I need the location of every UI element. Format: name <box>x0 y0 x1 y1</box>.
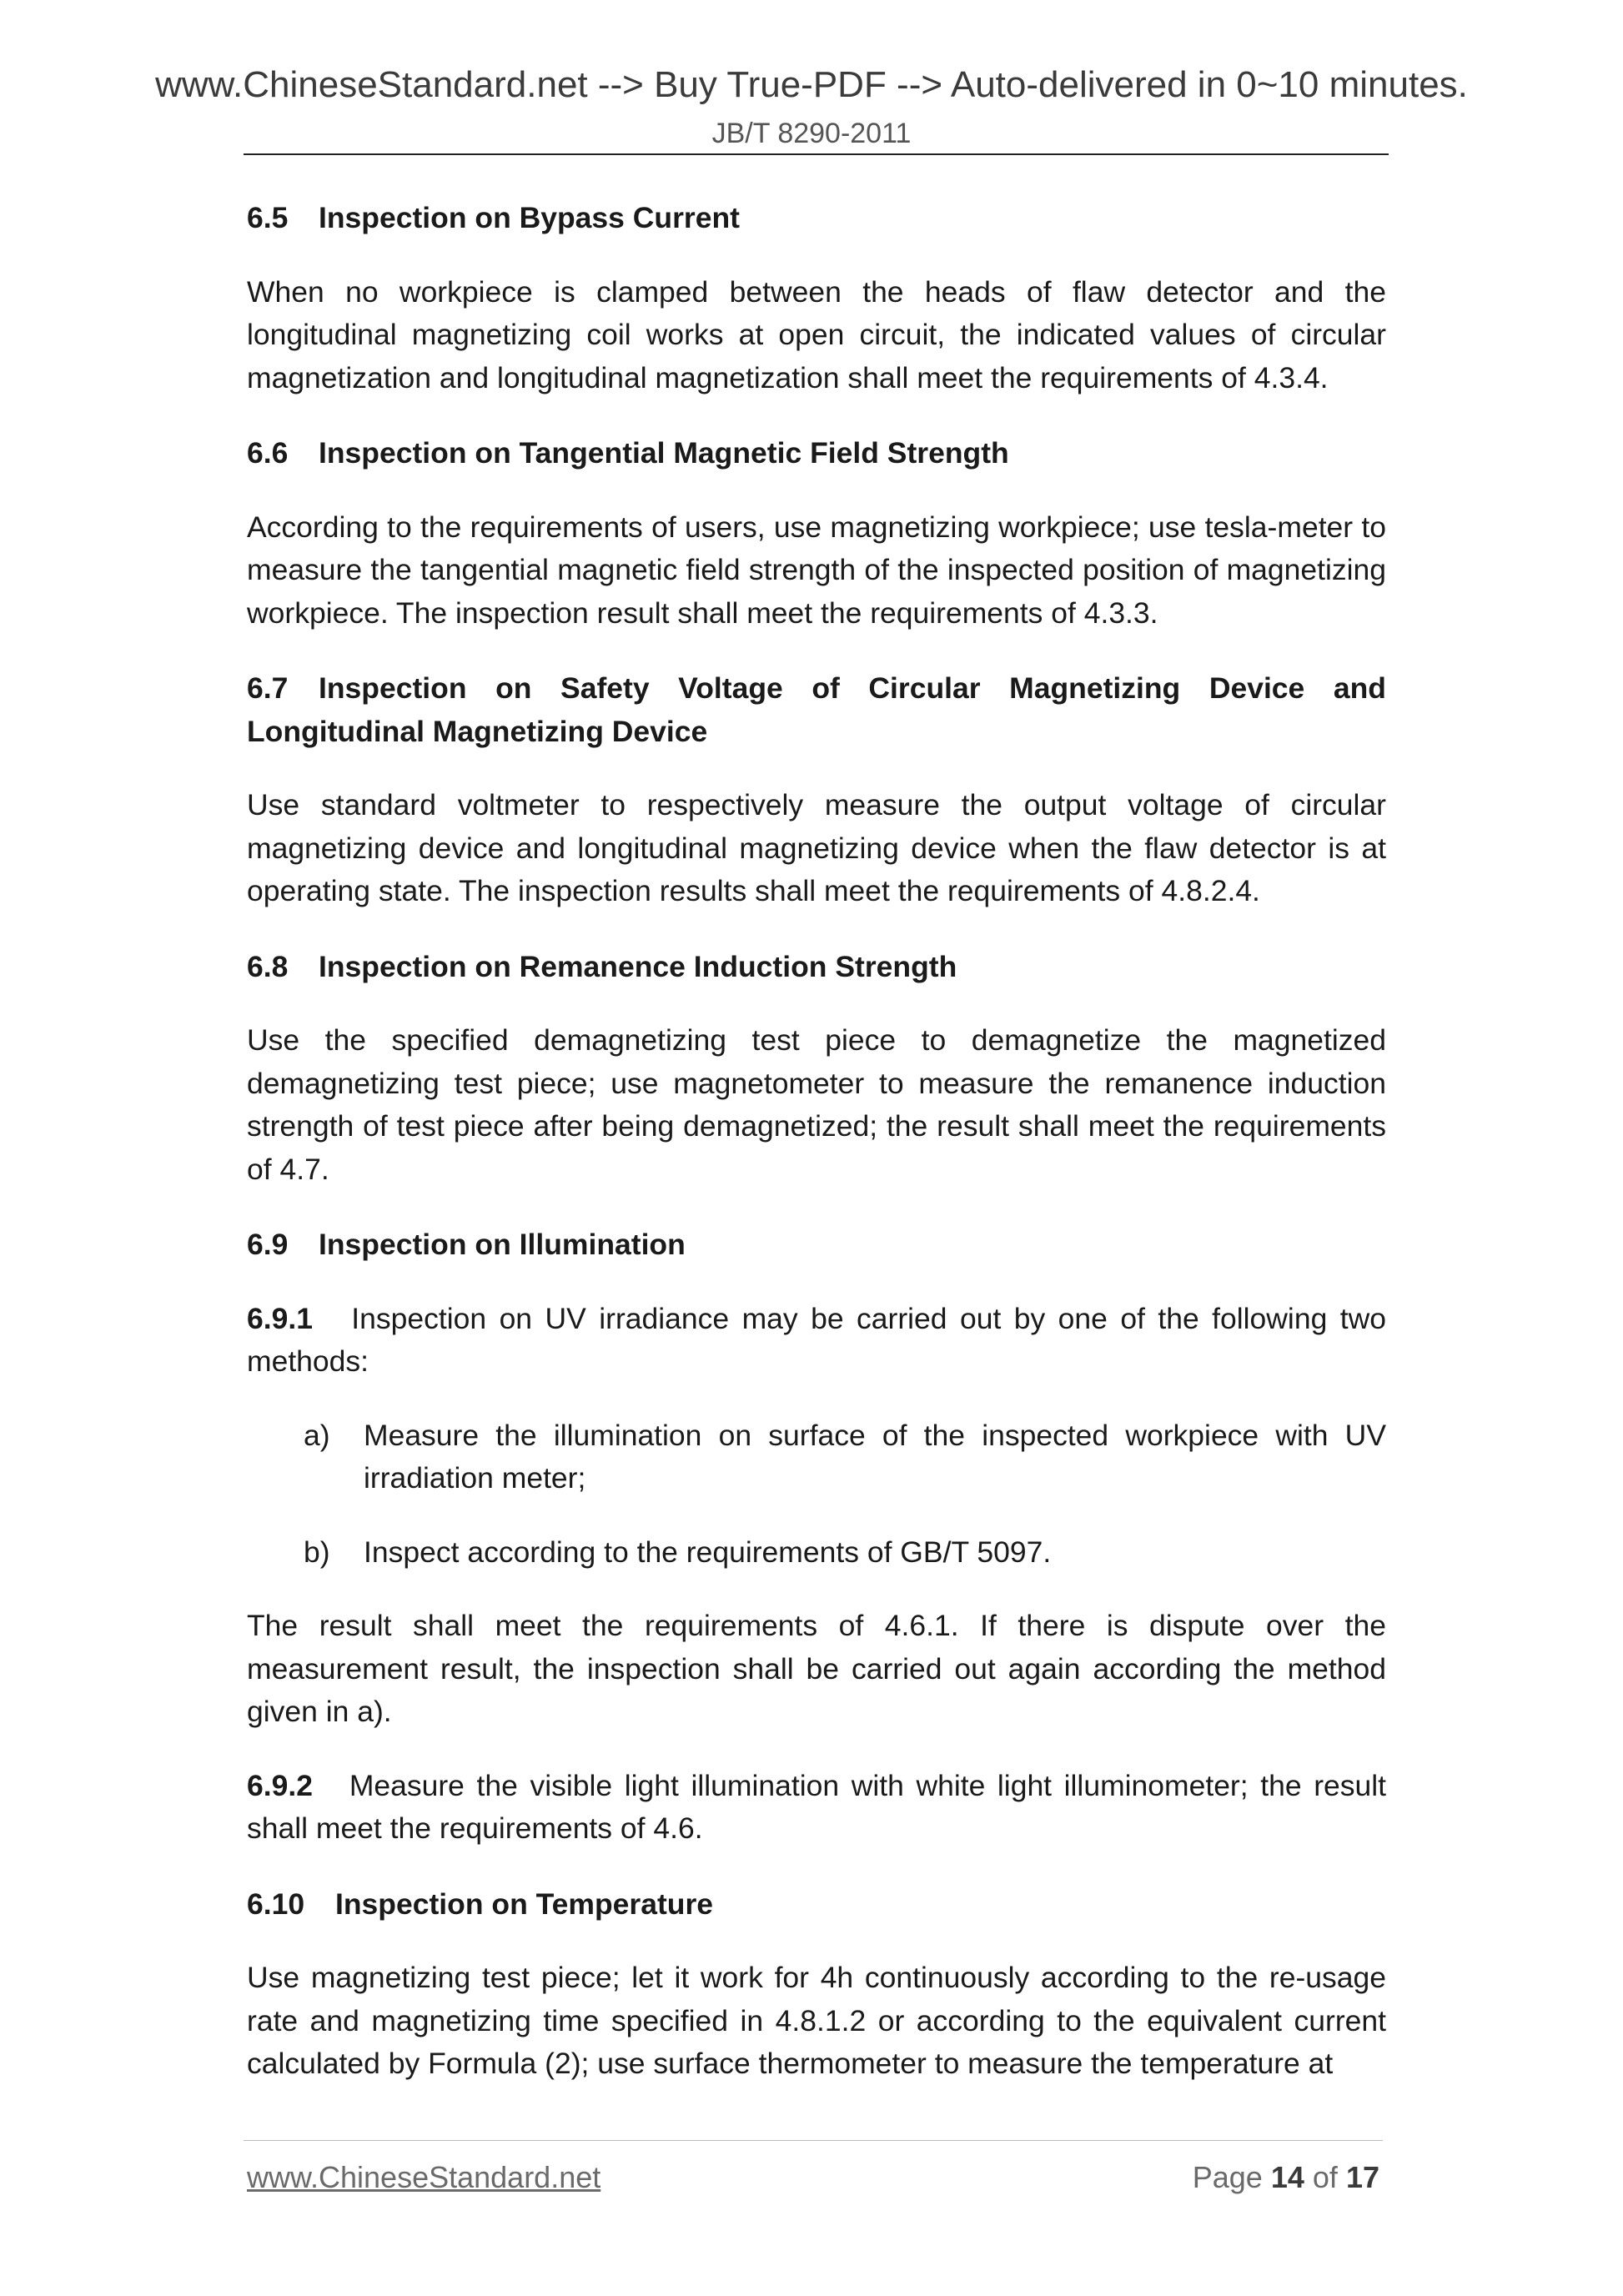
footer-rule <box>244 2140 1383 2141</box>
section-6-9-1-result: The result shall meet the requirements of 4.6.1. If there is dispute over the measurement result, the inspection shall be carried out again according the method given in a). <box>247 1609 1386 1728</box>
footer-website-link[interactable]: www.ChineseStandard.net <box>247 2160 601 2194</box>
section-6-9-2-body: 6.9.2 Measure the visible light illumination with white light illuminometer; the result shall meet the requirements of 4.6. <box>247 1768 1386 1845</box>
section-6-6-heading: 6.6 Inspection on Tangential Magnetic Field Strength <box>247 436 1009 470</box>
section-6-5-body: When no workpiece is clamped between the heads of flaw detector and the longitudinal magnetizing coil works at open circuit, the indicated values of circular magnetization and longitudinal magnetization shall meet the requirements of 4.3.4. <box>247 274 1386 394</box>
section-6-9-heading: 6.9 Inspection on Illumination <box>247 1228 686 1261</box>
section-6-7-body: Use standard voltmeter to respectively measure the output voltage of circular magnetizing device and longitudinal magnetizing device when the flaw detector is at operating state. The inspection results shall meet the requirements of 4.8.2.4. <box>247 788 1386 907</box>
document-number: JB/T 8290-2011 <box>711 118 912 149</box>
list-item-b: b) Inspect according to the requirements of GB/T 5097. <box>304 1535 1052 1569</box>
total-page-number: 17 <box>1345 2160 1379 2194</box>
page-content <box>247 197 1386 2086</box>
top-banner[interactable]: www.ChineseStandard.net --> Buy True-PDF --> Auto-delivered in 0~10 minutes. <box>155 64 1468 105</box>
page-indicator: Page 14 of 17 <box>1192 2160 1379 2194</box>
section-6-5-heading: 6.5 Inspection on Bypass Current <box>247 201 740 234</box>
section-6-8-body: Use the specified demagnetizing test piece to demagnetize the magnetized demagnetizing test piece; use magnetometer to measure the remanence induction strength of test piece after being demagnetized; the result shall meet the requirements of 4.7. <box>247 1023 1386 1186</box>
current-page-number: 14 <box>1270 2160 1304 2194</box>
section-6-7-heading: 6.7 Inspection on Safety Voltage of Circular Magnetizing Device and Longitudinal Magnetizing Device <box>247 671 1386 748</box>
section-6-9-1-body: 6.9.1 Inspection on UV irradiance may be carried out by one of the following two methods: <box>247 1301 1386 1378</box>
list-item-a: a) Measure the illumination on surface of the inspected workpiece with UV irradiation meter; <box>304 1418 1386 1495</box>
header-rule <box>244 153 1389 155</box>
section-6-10-heading: 6.10 Inspection on Temperature <box>247 1887 714 1921</box>
section-6-8-heading: 6.8 Inspection on Remanence Induction Strength <box>247 949 957 983</box>
section-6-10-body: Use magnetizing test piece; let it work for 4h continuously according to the re-usage rate and magnetizing time specified in 4.8.1.2 or according to the equivalent current calculated by Formula (2); use surface thermometer to measure the temperature at <box>247 1961 1386 2080</box>
section-6-6-body: According to the requirements of users, use magnetizing workpiece; use tesla-meter to measure the tangential magnetic field strength of the inspected position of magnetizing workpiece. The inspection result shall meet the requirements of 4.3.3. <box>247 510 1386 630</box>
